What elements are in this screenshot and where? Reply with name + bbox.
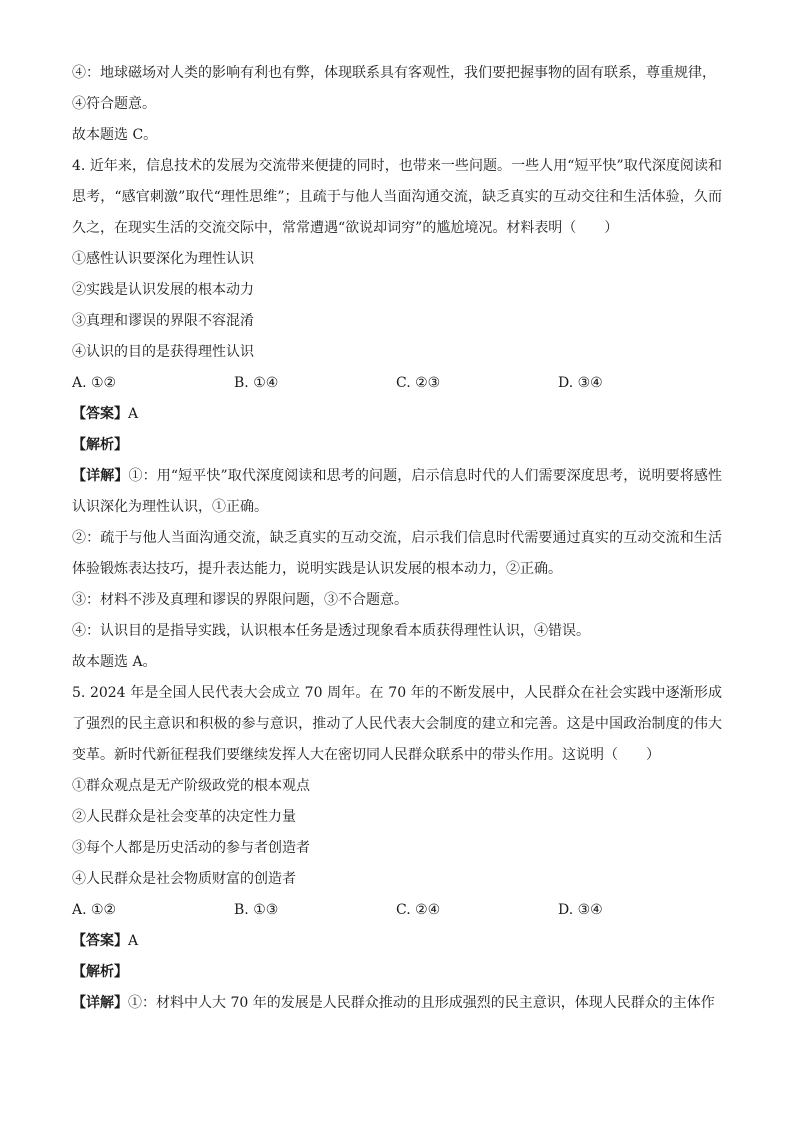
q5-options <box>72 895 722 926</box>
q4-detail-1 <box>72 461 722 523</box>
q5-statement-3: ③每个人都是历史活动的参与者创造者 <box>72 840 310 856</box>
q4-answer-value: A <box>128 406 139 422</box>
q4-analysis-tag: 【解析】 <box>72 437 128 453</box>
q4-option-c: C. ②③ <box>396 375 441 391</box>
q5-stem: 5. 2024 年是全国人民代表大会成立 70 周年。在 70 年的不断发展中，人民群众在社会实践中逐渐形成了强烈的民主意识和积极的参与意识，推动了人民代表大会制度的建立和完善。这是中国政治制度的伟大变革。新时代新征程我们要继续发挥人大在密切同人民群众联系中的带头作用。这说明（ ） <box>72 685 722 763</box>
q5-answer-tag: 【答案】 <box>72 933 128 949</box>
q5-analysis-tag: 【解析】 <box>72 964 128 980</box>
q5-detail-1 <box>72 988 722 1019</box>
q4-options <box>72 368 722 399</box>
q4-option-d: D. ③④ <box>558 375 603 391</box>
q4-option-b: B. ①④ <box>234 375 279 391</box>
q4-option-a: A. ①② <box>72 375 117 391</box>
q4-statement-3: ③真理和谬误的界限不容混淆 <box>72 313 254 329</box>
q4-conclusion: 故本题选 A。 <box>72 654 157 670</box>
q5-detail-tag: 【详解】 <box>72 995 128 1011</box>
q5-option-d: D. ③④ <box>558 902 603 918</box>
q5-detail-1-text: ①：材料中人大 70 年的发展是人民群众推动的且形成强烈的民主意识，体现人民群众的主体作 <box>128 995 715 1011</box>
q5-analysis <box>72 957 722 988</box>
q5-statement-4: ④人民群众是社会物质财富的创造者 <box>72 871 296 887</box>
prev-item4-line1: ④：地球磁场对人类的影响有利也有弊，体现联系具有客观性，我们要把握事物的固有联系，尊重规律， <box>72 65 716 81</box>
q4-statement-2: ②实践是认识发展的根本动力 <box>72 282 254 298</box>
q4-stem: 4. 近年来，信息技术的发展为交流带来便捷的同时，也带来一些问题。一些人用“短平快”取代深度阅读和思考，“感官刺激”取代“理性思维”；且疏于与他人当面沟通交流，缺乏真实的互动交往和生活体验，久而久之，在现实生活的交流交际中，常常遭遇“欲说却词穷”的尴尬境况。材料表明（ ） <box>72 158 722 236</box>
q4-detail-tag: 【详解】 <box>72 468 129 484</box>
q5-statement-1: ①群众观点是无产阶级政党的根本观点 <box>72 778 310 794</box>
q4-detail-2: ②：疏于与他人当面沟通交流，缺乏真实的互动交流，启示我们信息时代需要通过真实的互动交流和生活体验锻炼表达技巧，提升表达能力，说明实践是认识发展的根本动力，②正确。 <box>72 530 722 577</box>
q4-detail-1-text: ①：用“短平快”取代深度阅读和思考的问题，启示信息时代的人们需要深度思考，说明要将感性认识深化为理性认识，①正确。 <box>72 468 723 515</box>
q4-statement-4: ④认识的目的是获得理性认识 <box>72 344 254 360</box>
q5-option-b: B. ①③ <box>234 902 279 918</box>
prev-item4-line2: ④符合题意。 <box>72 96 156 112</box>
q5-option-a: A. ①② <box>72 902 117 918</box>
q4-statement-1: ①感性认识要深化为理性认识 <box>72 251 254 267</box>
q5-answer <box>72 926 722 957</box>
q4-answer <box>72 399 722 430</box>
q5-answer-value: A <box>128 933 139 949</box>
document-page <box>72 58 722 1019</box>
q4-detail-4: ④：认识目的是指导实践，认识根本任务是透过现象看本质获得理性认识，④错误。 <box>72 623 590 639</box>
q4-answer-tag: 【答案】 <box>72 406 128 422</box>
q4-detail-3: ③：材料不涉及真理和谬误的界限问题，③不合题意。 <box>72 592 408 608</box>
prev-conclusion: 故本题选 C。 <box>72 127 158 143</box>
q5-statement-2: ②人民群众是社会变革的决定性力量 <box>72 809 296 825</box>
q4-analysis <box>72 430 722 461</box>
q5-option-c: C. ②④ <box>396 902 441 918</box>
